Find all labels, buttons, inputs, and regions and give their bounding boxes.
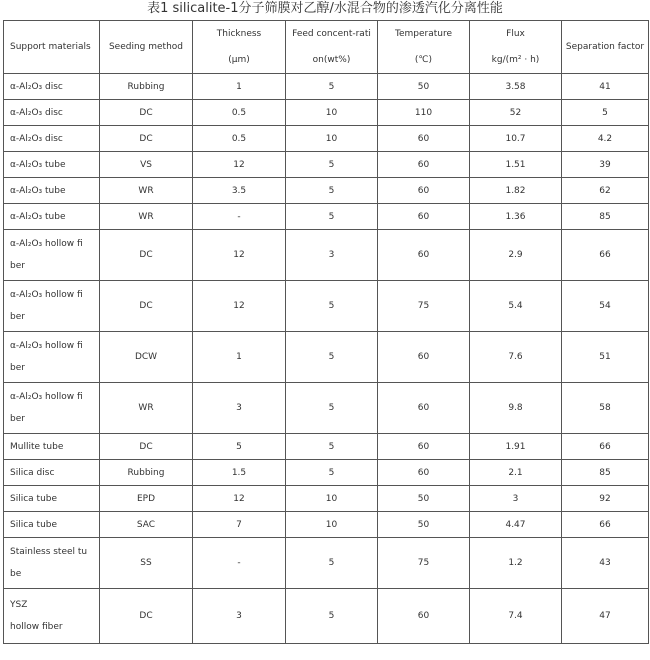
- temperature-cell: 60: [378, 204, 470, 230]
- seeding-cell: DC: [100, 281, 193, 332]
- flux-cell: 9.8: [470, 383, 562, 434]
- flux-cell: 4.47: [470, 512, 562, 538]
- header-support: Support materials: [10, 42, 91, 52]
- support-material-cell: [4, 126, 100, 152]
- thickness-cell: 0.5: [193, 100, 286, 126]
- feed-cell: 5: [286, 434, 378, 460]
- thickness-cell: 7: [193, 512, 286, 538]
- seeding-cell: WR: [100, 204, 193, 230]
- separation-cell: 85: [562, 204, 649, 230]
- feed-cell: 5: [286, 332, 378, 383]
- feed-cell: 5: [286, 152, 378, 178]
- table-row: [4, 126, 649, 152]
- header-seeding: Seeding method: [108, 42, 184, 52]
- support-material-text: YSZ: [10, 600, 28, 610]
- temperature-cell: 60: [378, 589, 470, 644]
- flux-cell: 2.1: [470, 460, 562, 486]
- separation-cell: 47: [562, 589, 649, 644]
- header-cell: [100, 21, 193, 74]
- thickness-cell: -: [193, 204, 286, 230]
- seeding-cell: DC: [100, 434, 193, 460]
- support-material-text: α-Al₂O₃ tube: [10, 185, 66, 196]
- support-material-text: Silica disc: [10, 467, 55, 478]
- flux-cell: 3.58: [470, 74, 562, 100]
- separation-cell: 66: [562, 512, 649, 538]
- support-material-cell: [4, 589, 100, 644]
- temperature-cell: 50: [378, 74, 470, 100]
- table-row: [4, 230, 649, 281]
- flux-cell: 1.91: [470, 434, 562, 460]
- temperature-cell: 60: [378, 434, 470, 460]
- header-feed-unit: on(wt%): [312, 55, 351, 65]
- flux-cell: 1.2: [470, 538, 562, 589]
- table-body: [4, 21, 649, 644]
- feed-cell: 5: [286, 383, 378, 434]
- separation-cell: 43: [562, 538, 649, 589]
- header-cell: [4, 21, 100, 74]
- header-cell: [470, 21, 562, 74]
- header-cell: [286, 21, 378, 74]
- table-row: [4, 486, 649, 512]
- table-row: [4, 383, 649, 434]
- table-row: [4, 281, 649, 332]
- header-temperature: Temperature: [394, 29, 452, 39]
- seeding-cell: Rubbing: [100, 460, 193, 486]
- seeding-cell: VS: [100, 152, 193, 178]
- feed-cell: 5: [286, 460, 378, 486]
- separation-cell: 92: [562, 486, 649, 512]
- support-material-cell: [4, 281, 100, 332]
- temperature-cell: 75: [378, 538, 470, 589]
- support-material-text: α-Al₂O₃ disc: [10, 107, 63, 118]
- table-row: [4, 512, 649, 538]
- support-material-cell: [4, 74, 100, 100]
- table-row: [4, 204, 649, 230]
- header-cell: [562, 21, 649, 74]
- flux-cell: 2.9: [470, 230, 562, 281]
- flux-cell: 7.4: [470, 589, 562, 644]
- header-row: [4, 21, 649, 74]
- temperature-cell: 50: [378, 512, 470, 538]
- table-row: [4, 74, 649, 100]
- support-material-text: ber: [10, 363, 25, 373]
- feed-cell: 5: [286, 74, 378, 100]
- seeding-cell: EPD: [100, 486, 193, 512]
- flux-cell: 52: [470, 100, 562, 126]
- support-material-text: ber: [10, 414, 25, 424]
- thickness-cell: 12: [193, 152, 286, 178]
- seeding-cell: SAC: [100, 512, 193, 538]
- support-material-text: α-Al₂O₃ disc: [10, 81, 63, 92]
- temperature-cell: 60: [378, 178, 470, 204]
- table-row: [4, 152, 649, 178]
- thickness-cell: -: [193, 538, 286, 589]
- separation-cell: 51: [562, 332, 649, 383]
- thickness-cell: 5: [193, 434, 286, 460]
- feed-cell: 10: [286, 100, 378, 126]
- separation-cell: 85: [562, 460, 649, 486]
- support-material-text: be: [10, 569, 22, 579]
- support-material-text: α-Al₂O₃ hollow fi: [10, 239, 83, 249]
- thickness-cell: 12: [193, 486, 286, 512]
- support-material-cell: [4, 512, 100, 538]
- separation-cell: 66: [562, 434, 649, 460]
- temperature-cell: 110: [378, 100, 470, 126]
- temperature-cell: 50: [378, 486, 470, 512]
- separation-cell: 54: [562, 281, 649, 332]
- support-material-text: ber: [10, 312, 25, 322]
- feed-cell: 10: [286, 126, 378, 152]
- temperature-cell: 75: [378, 281, 470, 332]
- header-cell: [193, 21, 286, 74]
- feed-cell: 5: [286, 281, 378, 332]
- flux-cell: 10.7: [470, 126, 562, 152]
- support-material-text: Stainless steel tu: [10, 547, 88, 557]
- flux-cell: 1.36: [470, 204, 562, 230]
- seeding-cell: Rubbing: [100, 74, 193, 100]
- header-flux-unit: kg/(m² · h): [491, 55, 540, 65]
- support-material-cell: [4, 383, 100, 434]
- separation-cell: 39: [562, 152, 649, 178]
- support-material-cell: [4, 178, 100, 204]
- support-material-cell: [4, 332, 100, 383]
- thickness-cell: 1.5: [193, 460, 286, 486]
- separation-cell: 58: [562, 383, 649, 434]
- table-row: [4, 589, 649, 644]
- thickness-cell: 0.5: [193, 126, 286, 152]
- header-thickness-unit: (μm): [228, 55, 250, 65]
- support-material-text: α-Al₂O₃ tube: [10, 159, 66, 170]
- support-material-text: Silica tube: [10, 493, 58, 504]
- flux-cell: 1.82: [470, 178, 562, 204]
- feed-cell: 3: [286, 230, 378, 281]
- temperature-cell: 60: [378, 152, 470, 178]
- feed-cell: 5: [286, 204, 378, 230]
- support-material-cell: [4, 434, 100, 460]
- separation-cell: 66: [562, 230, 649, 281]
- seeding-cell: DCW: [100, 332, 193, 383]
- thickness-cell: 12: [193, 230, 286, 281]
- support-material-cell: [4, 204, 100, 230]
- seeding-cell: DC: [100, 126, 193, 152]
- table-row: [4, 434, 649, 460]
- temperature-cell: 60: [378, 126, 470, 152]
- support-material-cell: [4, 230, 100, 281]
- thickness-cell: 1: [193, 74, 286, 100]
- seeding-cell: WR: [100, 383, 193, 434]
- seeding-cell: WR: [100, 178, 193, 204]
- support-material-text: α-Al₂O₃ tube: [10, 211, 66, 222]
- flux-cell: 1.51: [470, 152, 562, 178]
- support-material-cell: [4, 100, 100, 126]
- header-flux: Flux: [506, 29, 525, 39]
- seeding-cell: DC: [100, 100, 193, 126]
- separation-cell: 4.2: [562, 126, 649, 152]
- header-feed: Feed concent-rati: [292, 29, 371, 39]
- support-material-text: Mullite tube: [10, 441, 64, 452]
- feed-cell: 10: [286, 512, 378, 538]
- header-temperature-unit: (℃): [414, 55, 433, 65]
- support-material-text: α-Al₂O₃ disc: [10, 133, 63, 144]
- support-material-cell: [4, 486, 100, 512]
- separation-cell: 41: [562, 74, 649, 100]
- temperature-cell: 60: [378, 460, 470, 486]
- table-row: [4, 460, 649, 486]
- support-material-text: α-Al₂O₃ hollow fi: [10, 341, 83, 351]
- support-material-text: α-Al₂O₃ hollow fi: [10, 392, 83, 402]
- table-row: [4, 538, 649, 589]
- separation-cell: 5: [562, 100, 649, 126]
- support-material-text: ber: [10, 261, 25, 271]
- thickness-cell: 1: [193, 332, 286, 383]
- thickness-cell: 3: [193, 589, 286, 644]
- feed-cell: 10: [286, 486, 378, 512]
- flux-cell: 7.6: [470, 332, 562, 383]
- temperature-cell: 60: [378, 332, 470, 383]
- temperature-cell: 60: [378, 230, 470, 281]
- thickness-cell: 3.5: [193, 178, 286, 204]
- seeding-cell: DC: [100, 589, 193, 644]
- header-thickness: Thickness: [216, 29, 262, 39]
- temperature-cell: 60: [378, 383, 470, 434]
- feed-cell: 5: [286, 178, 378, 204]
- support-material-text: hollow fiber: [10, 622, 63, 632]
- table-row: [4, 100, 649, 126]
- feed-cell: 5: [286, 589, 378, 644]
- thickness-cell: 12: [193, 281, 286, 332]
- support-material-cell: [4, 460, 100, 486]
- thickness-cell: 3: [193, 383, 286, 434]
- header-separation: Separation factor: [565, 42, 645, 52]
- support-material-text: Silica tube: [10, 519, 58, 530]
- feed-cell: 5: [286, 538, 378, 589]
- seeding-cell: DC: [100, 230, 193, 281]
- separation-cell: 62: [562, 178, 649, 204]
- performance-table: [3, 20, 649, 644]
- table-title: 表1 silicalite-1分子筛膜对乙醇/水混合物的渗透汽化分离性能: [147, 1, 503, 16]
- table-row: [4, 332, 649, 383]
- support-material-text: α-Al₂O₃ hollow fi: [10, 290, 83, 300]
- flux-cell: 5.4: [470, 281, 562, 332]
- support-material-cell: [4, 152, 100, 178]
- support-material-cell: [4, 538, 100, 589]
- table-row: [4, 178, 649, 204]
- seeding-cell: SS: [100, 538, 193, 589]
- header-cell: [378, 21, 470, 74]
- flux-cell: 3: [470, 486, 562, 512]
